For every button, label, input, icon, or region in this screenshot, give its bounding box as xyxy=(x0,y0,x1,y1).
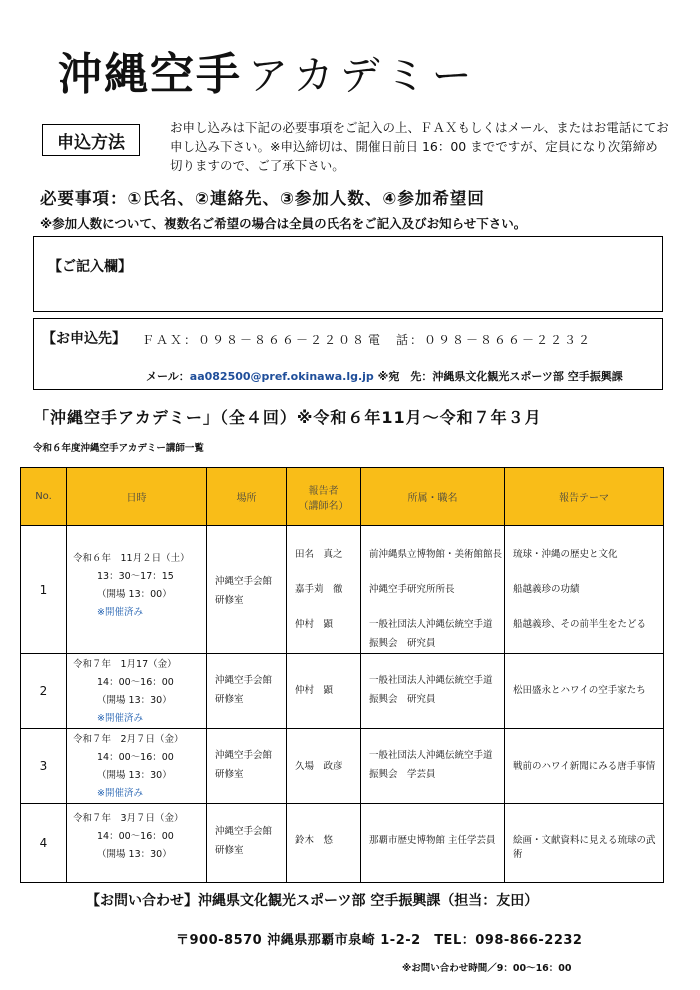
col-speaker: 報告者 （講師名） xyxy=(287,468,361,526)
apply-tel: 電 話：０９８－８６６－２２３２ xyxy=(368,333,593,347)
affiliation: 振興会 研究員 xyxy=(369,638,436,649)
entry-field-box[interactable] xyxy=(33,236,663,312)
affiliation: 一般社団法人沖縄伝統空手道 xyxy=(369,675,493,686)
row-place xyxy=(207,526,287,654)
method-label-box xyxy=(42,124,140,156)
row-open: （開場 13：30） xyxy=(97,849,172,860)
mail-recipient: ※宛 先：沖縄県文化観光スポーツ部 空手振興課 xyxy=(373,370,623,383)
row-affiliations xyxy=(361,654,505,729)
row-datetime xyxy=(67,804,207,883)
contact-hours: ※お問い合わせ時間／9：00～16：00 xyxy=(402,963,572,974)
row-held-status: ※開催済み xyxy=(97,788,143,799)
table-row xyxy=(21,729,664,804)
theme: 琉球・沖縄の歴史と文化 xyxy=(513,549,618,560)
place-line: 研修室 xyxy=(215,595,244,606)
theme: 船越義珍、その前半生をたどる xyxy=(513,619,647,630)
speaker: 嘉手苅 徹 xyxy=(295,584,343,595)
place-line: 研修室 xyxy=(215,845,244,856)
row-place xyxy=(207,654,287,729)
requirements-heading: 必要事項：①氏名、②連絡先、③参加人数、④参加希望回 xyxy=(40,189,485,208)
apply-fax: ＦＡＸ：０９８－８６６－２２０８ xyxy=(142,333,367,347)
row-datetime xyxy=(67,729,207,804)
row-themes xyxy=(505,654,664,729)
place-line: 研修室 xyxy=(215,694,244,705)
apply-mail-line xyxy=(146,368,623,384)
row-held-status: ※開催済み xyxy=(97,713,143,724)
place-line: 沖縄空手会館 xyxy=(215,826,273,837)
theme: 松田盛永とハワイの空手家たち xyxy=(513,685,646,696)
row-no: 1 xyxy=(21,526,67,654)
row-date: 令和７年 1月17（金） xyxy=(73,659,177,670)
method-label: 申込方法 xyxy=(57,132,125,153)
contact-address: 〒900-8570 沖縄県那覇市泉崎 1-2-2 TEL：098-866-2232 xyxy=(176,933,583,948)
title-katakana: アカデミー xyxy=(248,53,478,99)
row-open: （開場 13：30） xyxy=(97,770,172,781)
table-header-row xyxy=(21,468,664,526)
row-no: 3 xyxy=(21,729,67,804)
row-no: 2 xyxy=(21,654,67,729)
place-line: 研修室 xyxy=(215,769,244,780)
row-themes xyxy=(505,526,664,654)
entry-label: 【ご記入欄】 xyxy=(48,259,132,275)
row-held-status: ※開催済み xyxy=(97,607,143,618)
table-row xyxy=(21,654,664,729)
row-time: 14：00～16：00 xyxy=(97,752,174,763)
apply-contact-box xyxy=(33,318,663,390)
col-affiliation: 所属・職名 xyxy=(361,468,505,526)
row-speakers xyxy=(287,526,361,654)
row-no: 4 xyxy=(21,804,67,883)
row-datetime xyxy=(67,654,207,729)
row-affiliations xyxy=(361,729,505,804)
col-place: 場所 xyxy=(207,468,287,526)
lecture-table xyxy=(20,467,664,883)
row-time: 13：30～17：15 xyxy=(97,571,174,582)
affiliation: 沖縄空手研究所所長 xyxy=(369,584,455,595)
row-themes xyxy=(505,804,664,883)
col-no: No. xyxy=(21,468,67,526)
affiliation: 振興会 学芸員 xyxy=(369,769,436,780)
table-title: 令和６年度沖縄空手アカデミー講師一覧 xyxy=(33,443,204,454)
speaker: 久場 政彦 xyxy=(295,761,343,772)
speaker: 鈴木 悠 xyxy=(295,835,334,846)
mail-prefix: メール： xyxy=(146,370,190,383)
theme: 船越義珍の功績 xyxy=(513,584,580,595)
theme: 絵画・文献資料に見える琉球の武術 xyxy=(513,835,656,860)
title-calligraphy: 沖縄空手 xyxy=(58,49,242,100)
row-affiliations xyxy=(361,526,505,654)
row-themes xyxy=(505,729,664,804)
row-datetime xyxy=(67,526,207,654)
row-place xyxy=(207,729,287,804)
row-place xyxy=(207,804,287,883)
row-speakers xyxy=(287,654,361,729)
speaker: 仲村 顕 xyxy=(295,619,334,630)
affiliation: 一般社団法人沖縄伝統空手道 xyxy=(369,750,493,761)
affiliation: 那覇市歴史博物館 主任学芸員 xyxy=(369,835,496,846)
place-line: 沖縄空手会館 xyxy=(215,675,273,686)
col-datetime: 日時 xyxy=(67,468,207,526)
theme: 戦前のハワイ新聞にみる唐手事情 xyxy=(513,761,656,772)
affiliation: 前沖縄県立博物館・美術館館長 xyxy=(369,549,503,560)
affiliation: 振興会 研究員 xyxy=(369,694,436,705)
row-open: （開場 13：30） xyxy=(97,695,172,706)
row-speakers xyxy=(287,804,361,883)
method-text: お申し込みは下記の必要事項をご記入の上、ＦＡＸもしくはメール、またはお電話にてお申し込み下さい。※申込締切は、開催日前日 16：00 までですが、定員になり次第締め切りますので、ご了承下さい。 xyxy=(170,120,669,173)
speaker: 仲村 顕 xyxy=(295,685,334,696)
row-time: 14：00～16：00 xyxy=(97,831,174,842)
row-date: 令和６年 11月２日（土） xyxy=(73,553,190,564)
speaker: 田名 真之 xyxy=(295,549,343,560)
apply-label: 【お申込先】 xyxy=(42,331,126,347)
row-time: 14：00～16：00 xyxy=(97,677,174,688)
table-row xyxy=(21,804,664,883)
row-date: 令和７年 3月７日（金） xyxy=(73,813,184,824)
page-title xyxy=(58,38,478,98)
col-theme: 報告テーマ xyxy=(505,468,664,526)
requirements-note: ※参加人数について、複数名ご希望の場合は全員の氏名をご記入及びお知らせ下さい。 xyxy=(40,216,527,231)
affiliation: 一般社団法人沖縄伝統空手道 xyxy=(369,619,493,630)
contact-heading: 【お問い合わせ】沖縄県文化観光スポーツ部 空手振興課（担当：友田） xyxy=(86,893,539,909)
mail-link[interactable]: aa082500@pref.okinawa.lg.jp xyxy=(189,370,374,383)
place-line: 沖縄空手会館 xyxy=(215,750,273,761)
row-date: 令和７年 2月７日（金） xyxy=(73,734,184,745)
series-heading: 「沖縄空手アカデミー」（全４回）※令和６年11月～令和７年３月 xyxy=(33,408,542,427)
row-speakers xyxy=(287,729,361,804)
place-line: 沖縄空手会館 xyxy=(215,576,273,587)
row-open: （開場 13：00） xyxy=(97,589,172,600)
table-row xyxy=(21,526,664,654)
row-affiliations xyxy=(361,804,505,883)
